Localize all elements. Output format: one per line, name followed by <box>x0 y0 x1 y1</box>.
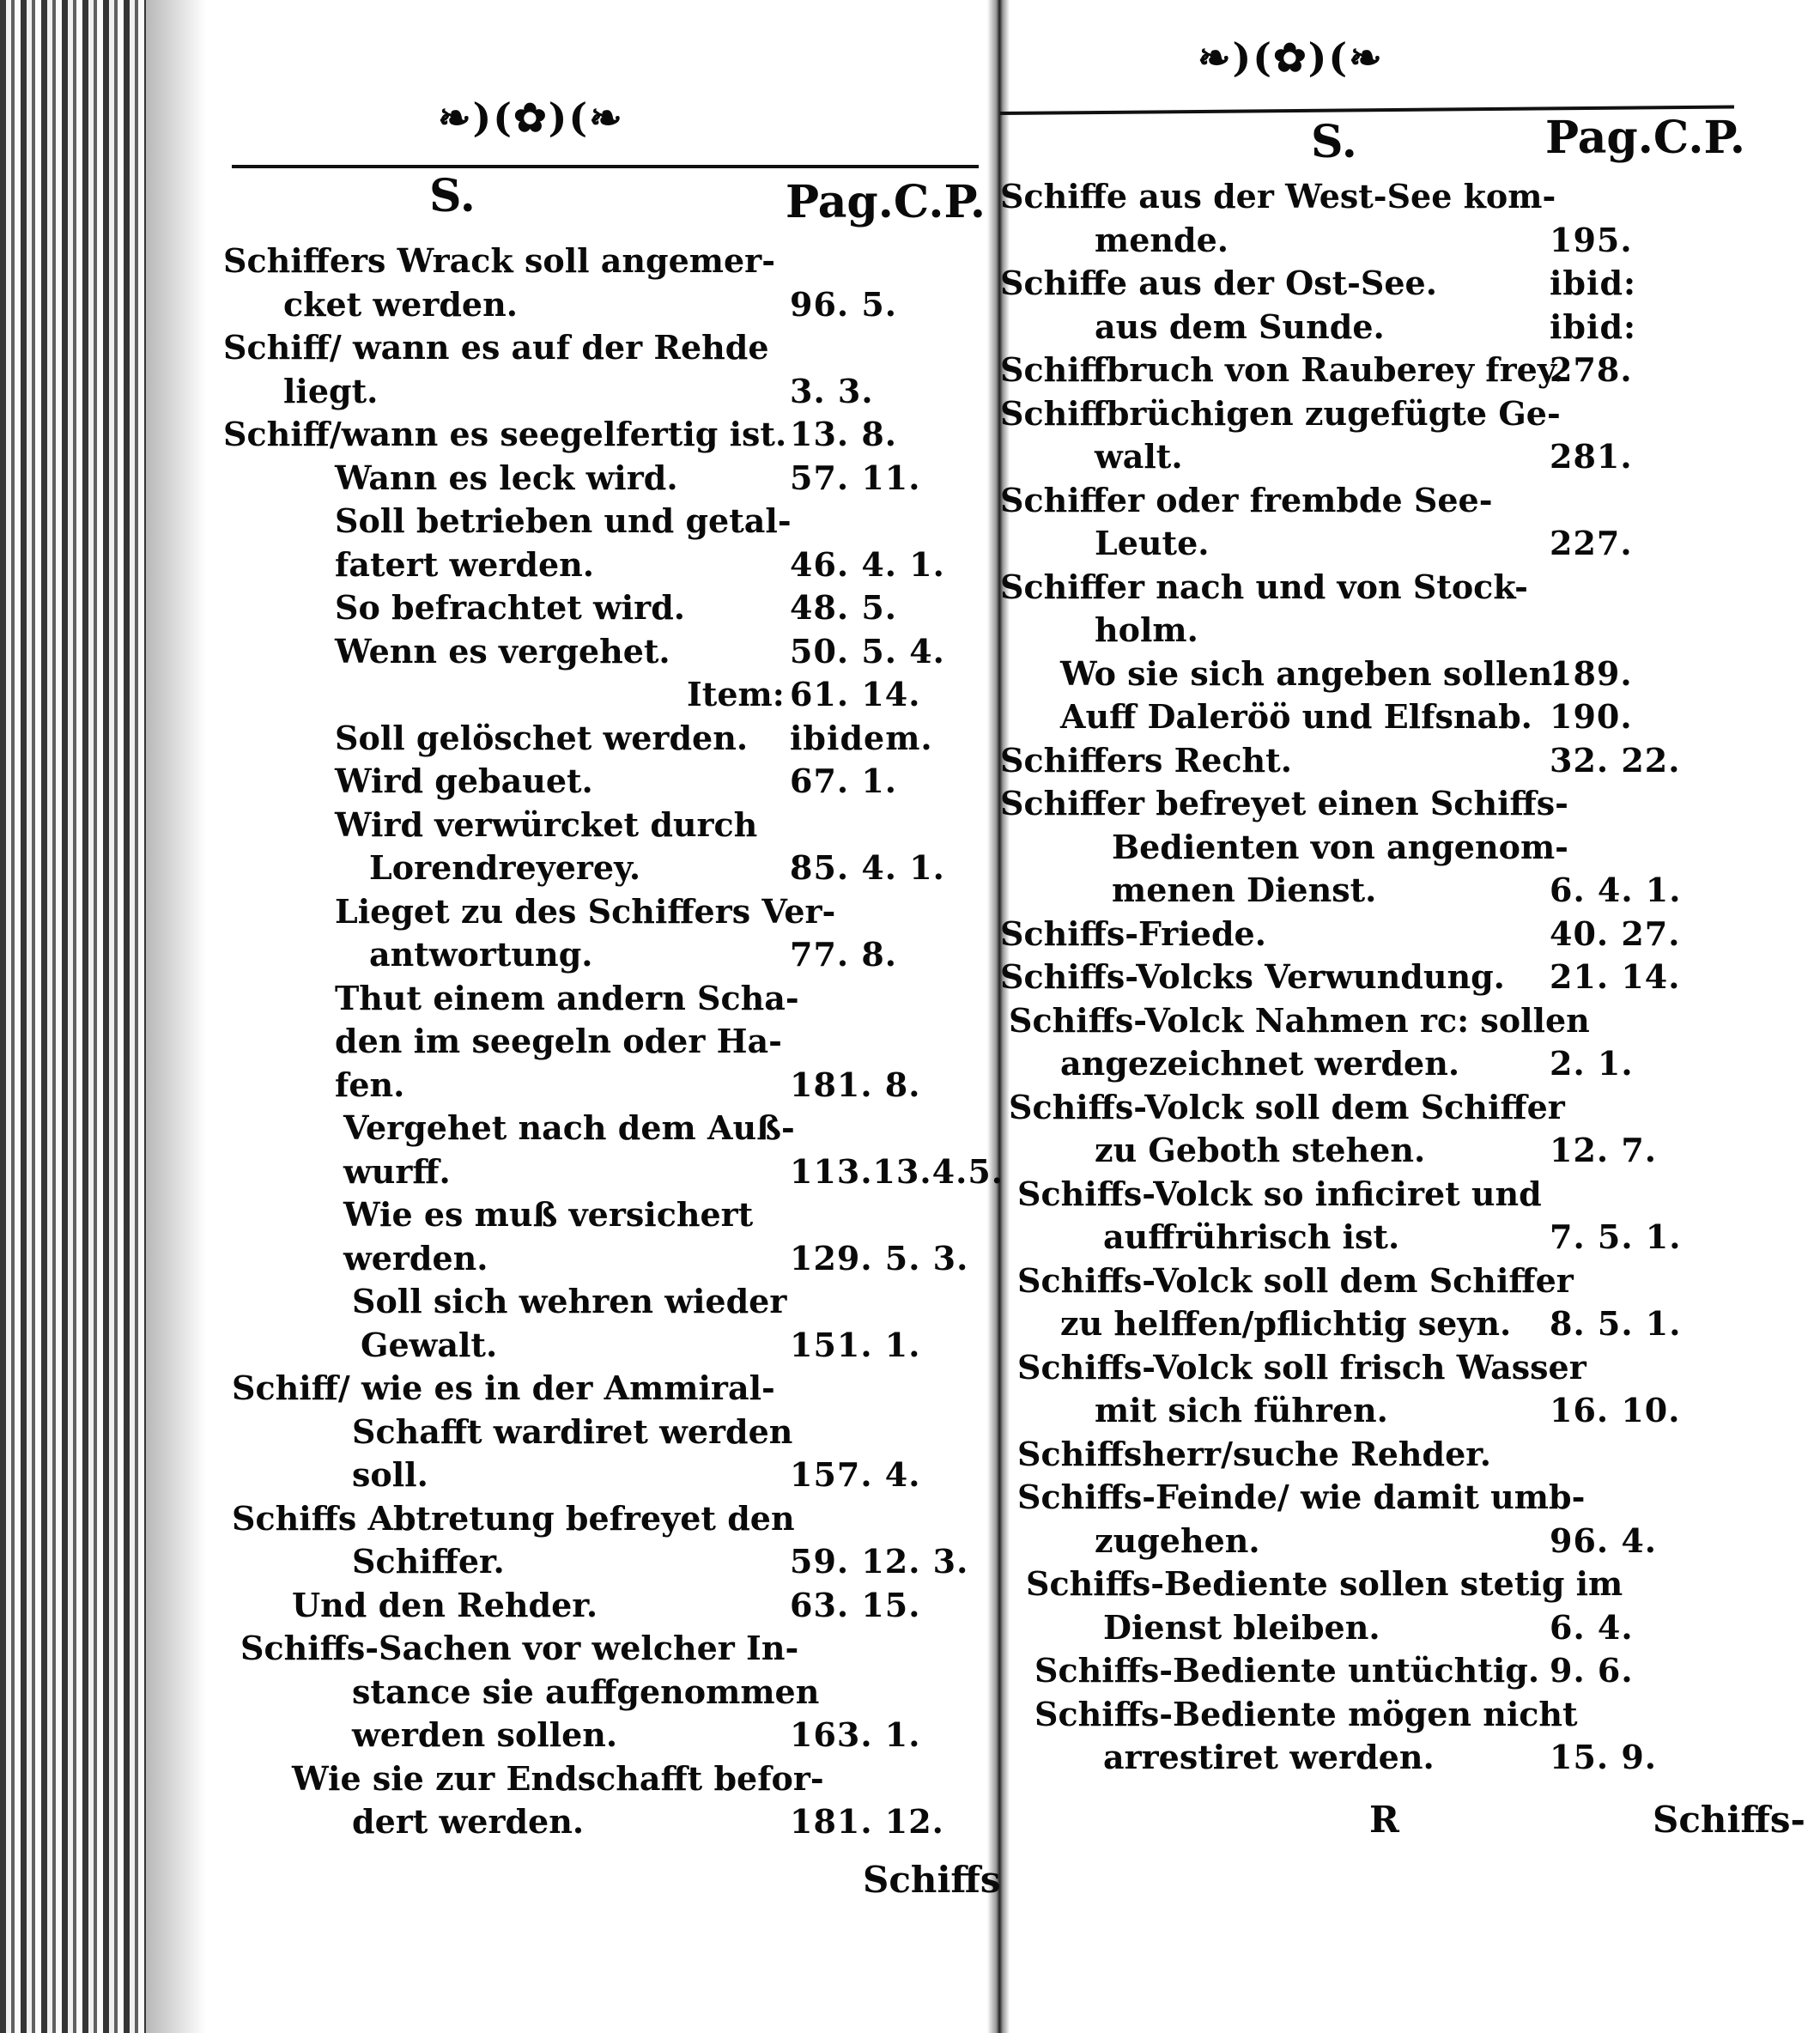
index-entry-text: cket werden. <box>283 284 518 324</box>
page-reference: 15. 9. <box>1550 1738 1658 1776</box>
index-entry-text: werden. <box>343 1238 488 1277</box>
page-reference: 40. 27. <box>1550 913 1681 953</box>
index-entry-text: Schiffs-Volcks Verwundung. <box>1000 957 1505 996</box>
page-reference: 181. 12. <box>790 1802 944 1841</box>
page-reference: 3. 3. <box>790 371 874 410</box>
page-reference: 278. <box>1550 350 1633 389</box>
page-reference: 57. 11. <box>790 458 921 497</box>
index-entry-text: So befrachtet wird. <box>335 588 685 627</box>
index-entry-text: Wird verwürcket durch <box>335 804 758 844</box>
index-entry-text: Schiffs-Bediente untüchtig. <box>1034 1651 1540 1690</box>
index-entry-text: werden sollen. <box>352 1715 618 1754</box>
index-entry-text: mit sich führen. <box>1095 1391 1388 1429</box>
index-entry-text: Vergehet nach dem Auß- <box>343 1108 795 1147</box>
index-entry-text: Soll betrieben und getal- <box>335 501 792 540</box>
page-reference: 67. 1. <box>790 762 898 800</box>
index-entry-text: Wo sie sich angeben sollen. <box>1060 653 1564 693</box>
index-entry-text: Schiff/ wann es auf der Rehde <box>223 328 769 367</box>
index-entry-text: Schiffers Wrack soll angemer- <box>223 241 775 280</box>
index-entry-text: Lieget zu des Schiffers Ver- <box>335 891 836 931</box>
page-reference: 157. 4. <box>790 1455 921 1494</box>
page-reference: 6. 4. 1. <box>1550 871 1682 909</box>
column-head: Pag.C.P. <box>1545 112 1746 164</box>
index-entry-text: Schiff/wann es seegelfertig ist. <box>223 415 787 453</box>
index-entry-text: fen. <box>335 1065 405 1104</box>
index-entry-text: Schiffs-Bediente sollen stetig im <box>1026 1564 1623 1603</box>
index-entry-text: stance sie auffgenommen <box>352 1672 820 1711</box>
index-entry-text: Leute. <box>1095 524 1210 562</box>
page-reference: 61. 14. <box>790 675 921 713</box>
header-ornament: ❧)(✿)(❧ <box>1198 34 1384 81</box>
page-reference: ibid: <box>1550 306 1637 346</box>
index-entry-text: zu Geboth stehen. <box>1095 1131 1426 1169</box>
page-reference: 129. 5. 3. <box>790 1238 969 1277</box>
catchword: Schiffs- <box>1653 1799 1805 1841</box>
index-entry-text: Schiffs-Friede. <box>1000 913 1266 953</box>
index-entry-text: angezeichnet werden. <box>1060 1044 1460 1083</box>
page-reference: 50. 5. 4. <box>790 631 945 671</box>
index-entry-text: walt. <box>1095 437 1183 476</box>
right-page <box>1000 26 1811 2018</box>
index-entry-text: Schiffs-Feinde/ wie damit umb- <box>1017 1478 1586 1516</box>
page-edge-stack <box>0 0 146 2033</box>
index-entry-text: aus dem Sunde. <box>1095 306 1385 346</box>
index-entry-text: auffrührisch ist. <box>1103 1217 1400 1256</box>
index-entry-text: fatert werden. <box>335 544 595 584</box>
index-entry-text: Bedienten von angenom- <box>1112 827 1568 866</box>
page-reference: ibidem. <box>790 718 933 757</box>
column-head: Pag.C.P. <box>786 176 986 228</box>
page-reference: 195. <box>1550 220 1633 259</box>
index-entry-text: Schiffsherr/suche Rehder. <box>1017 1434 1492 1473</box>
index-entry-text: menen Dienst. <box>1112 871 1377 909</box>
page-reference: 190. <box>1550 697 1633 736</box>
page-reference: 113.13.4.5. <box>790 1151 1004 1191</box>
page-reference: 9. 6. <box>1550 1651 1634 1690</box>
index-entry-text: Schiffbrüchigen zugefügte Ge- <box>1000 393 1561 433</box>
index-entry-text: Schiffs-Sachen vor welcher In- <box>240 1629 799 1667</box>
index-entry-text: Wie sie zur Endschafft befor- <box>292 1758 824 1798</box>
index-entry-text: antwortung. <box>369 935 593 974</box>
page-reference: 48. 5. <box>790 588 898 627</box>
index-entry-text: Schafft wardiret werden <box>352 1411 793 1451</box>
index-entry-text: Schiffe aus der West-See kom- <box>1000 177 1556 215</box>
page-reference: 227. <box>1550 524 1633 562</box>
index-entry-text: Schiffs-Volck soll dem Schiffer <box>1009 1087 1565 1126</box>
index-entry-text: Auff Daleröö und Elfsnab. <box>1060 697 1532 736</box>
index-entry-text: Schiffer oder frembde See- <box>1000 480 1493 519</box>
page-reference: 77. 8. <box>790 935 898 974</box>
index-entry-text: Soll gelöschet werden. <box>335 718 749 757</box>
page-reference: 281. <box>1550 437 1633 476</box>
page-reference: 16. 10. <box>1550 1391 1681 1429</box>
page-reference: 13. 8. <box>790 415 898 453</box>
page-reference: 46. 4. 1. <box>790 544 945 584</box>
index-entry-text: mende. <box>1095 220 1228 259</box>
signature-mark: R <box>1369 1799 1399 1841</box>
page-reference: 85. 4. 1. <box>790 848 945 887</box>
index-entry-text: Schiffer befreyet einen Schiffs- <box>1000 784 1568 822</box>
index-entry-text: Schiffs-Volck so inficiret und <box>1017 1174 1542 1213</box>
page-reference: 8. 5. 1. <box>1550 1304 1682 1343</box>
page-reference: 181. 8. <box>790 1065 921 1104</box>
page-reference: 151. 1. <box>790 1325 921 1364</box>
index-entry-text: Schiffe aus der Ost-See. <box>1000 264 1437 302</box>
index-entry-text: holm. <box>1095 610 1198 649</box>
index-entry-text: Wie es muß versichert <box>343 1195 754 1234</box>
index-entry-text: Item: <box>687 675 785 713</box>
index-entry-text: Schiffs-Volck soll dem Schiffer <box>1017 1260 1574 1300</box>
index-entry-text: Wenn es vergehet. <box>335 631 670 671</box>
index-entry-text: Lorendreyerey. <box>369 848 641 887</box>
index-entry-text: Und den Rehder. <box>292 1585 598 1624</box>
index-entry-text: wurff. <box>343 1151 451 1191</box>
index-entry-text: Schiffs-Volck soll frisch Wasser <box>1017 1347 1586 1387</box>
page-reference: 12. 7. <box>1550 1131 1658 1169</box>
index-entry-text: liegt. <box>283 371 379 410</box>
page-reference: 21. 14. <box>1550 957 1681 996</box>
letter-head: S. <box>429 170 476 222</box>
page-reference: 7. 5. 1. <box>1550 1217 1682 1256</box>
page-reference: 2. 1. <box>1550 1044 1634 1083</box>
page-reference: 163. 1. <box>790 1715 921 1754</box>
index-entry-text: Schiffbruch von Rauberey frey. <box>1000 350 1564 389</box>
index-entry-text: den im seegeln oder Ha- <box>335 1022 782 1060</box>
index-entry-text: Schiffs-Volck Nahmen rc: sollen <box>1009 1000 1590 1040</box>
index-entry-text: Gewalt. <box>361 1325 498 1364</box>
catchword: Schiffs <box>863 1859 1001 1901</box>
page-reference: ibid: <box>1550 264 1637 302</box>
index-entry-text: zugehen. <box>1095 1520 1260 1560</box>
header-ornament: ❧)(✿)(❧ <box>438 94 624 141</box>
index-entry-text: Schiff/ wie es in der Ammiral- <box>232 1368 775 1407</box>
page-reference: 63. 15. <box>790 1585 921 1624</box>
index-entry-text: arrestiret werden. <box>1103 1738 1435 1776</box>
index-entry-text: zu helffen/pflichtig seyn. <box>1060 1304 1512 1343</box>
index-entry-text: Dienst bleiben. <box>1103 1607 1380 1647</box>
index-entry-text: Schiffer nach und von Stock- <box>1000 567 1528 606</box>
index-entry-text: Schiffs-Bediente mögen nicht <box>1034 1694 1578 1733</box>
index-entry-text: soll. <box>352 1455 428 1494</box>
page-reference: 189. <box>1550 653 1633 693</box>
letter-head: S. <box>1311 116 1357 168</box>
index-entry-text: Schiffs Abtretung befreyet den <box>232 1498 795 1538</box>
left-page <box>223 77 1004 2018</box>
index-entry-text: Wird gebauet. <box>335 762 593 800</box>
page-reference: 32. 22. <box>1550 740 1681 780</box>
index-entry-text: dert werden. <box>352 1802 585 1841</box>
page-reference: 6. 4. <box>1550 1607 1634 1647</box>
page-edge-shadow <box>146 0 206 2033</box>
index-entry-text: Schiffers Recht. <box>1000 740 1292 780</box>
page-reference: 96. 4. <box>1550 1520 1658 1560</box>
header-rule <box>232 165 979 168</box>
page-reference: 59. 12. 3. <box>790 1542 969 1581</box>
index-entry-text: Wann es leck wird. <box>335 458 678 497</box>
index-entry-text: Thut einem andern Scha- <box>335 978 799 1017</box>
page-reference: 96. 5. <box>790 284 898 324</box>
index-entry-text: Soll sich wehren wieder <box>352 1282 787 1320</box>
index-entry-text: Schiffer. <box>352 1542 505 1581</box>
